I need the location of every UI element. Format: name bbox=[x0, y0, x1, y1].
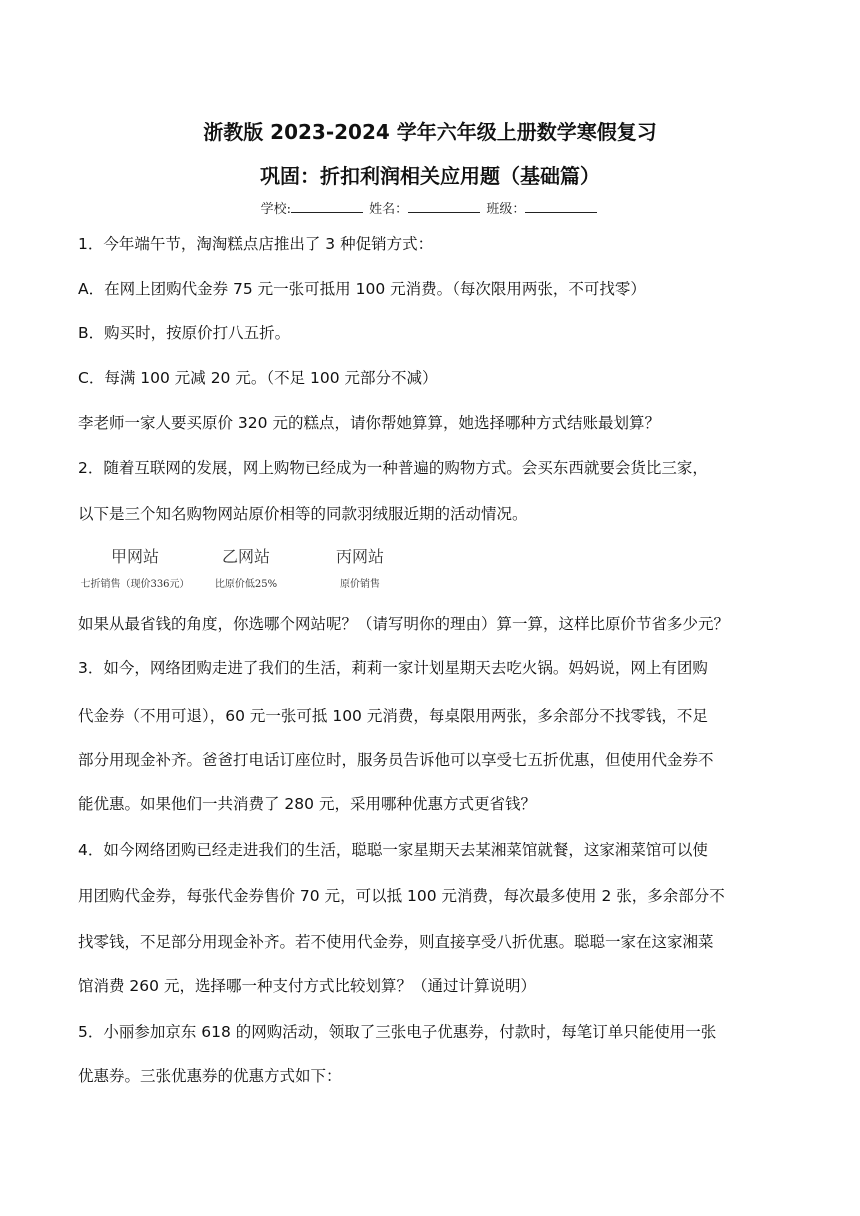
site-bing-name: 丙网站 bbox=[335, 547, 384, 566]
problem-2-line-2: 以下是三个知名购物网站原价相等的同款羽绒服近期的活动情况。 bbox=[78, 505, 528, 523]
problem-5-line-1: 5．小丽参加京东 618 的网购活动，领取了三张电子优惠券，付款时，每笔订单只能使用一张 bbox=[78, 1023, 717, 1041]
problem-3-line-3: 部分用现金补齐。爸爸打电话订座位时，服务员告诉他可以享受七五折优惠，但使用代金券不 bbox=[78, 751, 714, 769]
problem-3-line-1: 3．如今，网络团购走进了我们的生活，莉莉一家计划星期天去吃火锅。妈妈说，网上有团购 bbox=[78, 659, 708, 677]
site-bing-desc: 原价销售 bbox=[340, 579, 380, 590]
problem-1-intro: 1．今年端午节，淘淘糕点店推出了 3 种促销方式： bbox=[78, 235, 434, 253]
site-bing bbox=[320, 544, 400, 590]
problem-1-question: 李老师一家人要买原价 320 元的糕点，请你帮她算算，她选择哪种方式结账最划算？ bbox=[78, 414, 660, 432]
name-label: 姓名： bbox=[369, 202, 409, 217]
problem-3-line-4: 能优惠。如果他们一共消费了 280 元，采用哪种优惠方式更省钱？ bbox=[78, 795, 536, 813]
problem-4-line-3: 找零钱，不足部分用现金补齐。若不使用代金券，则直接享受八折优惠。聪聪一家在这家湘菜 bbox=[78, 933, 714, 951]
class-label: 班级： bbox=[486, 202, 526, 217]
school-label: 学校: bbox=[260, 202, 292, 217]
class-blank bbox=[525, 200, 597, 213]
student-info-row bbox=[0, 198, 860, 217]
problem-3-line-2: 代金券（不用可退），60 元一张可抵 100 元消费，每桌限用两张，多余部分不找零钱，不足 bbox=[78, 707, 708, 725]
site-jia bbox=[80, 544, 190, 590]
site-yi-name: 乙网站 bbox=[221, 547, 270, 566]
site-yi-desc: 比原价低25% bbox=[214, 579, 278, 590]
problem-1-option-c: C．每满 100 元减 20 元。（不足 100 元部分不减） bbox=[78, 369, 438, 387]
problem-2-line-1: 2．随着互联网的发展，网上购物已经成为一种普遍的购物方式。会买东西就要会货比三家， bbox=[78, 459, 708, 477]
site-jia-name: 甲网站 bbox=[110, 547, 159, 566]
document-title: 浙教版 2023-2024 学年六年级上册数学寒假复习 bbox=[203, 120, 657, 144]
problem-1-option-b: B．购买时，按原价打八五折。 bbox=[78, 324, 291, 342]
site-yi bbox=[206, 544, 286, 590]
problem-5-line-2: 优惠券。三张优惠券的优惠方式如下： bbox=[78, 1067, 342, 1085]
problem-4-line-4: 馆消费 260 元，选择哪一种支付方式比较划算？（通过计算说明） bbox=[78, 977, 536, 995]
site-jia-desc: 七折销售（现价336元） bbox=[80, 579, 190, 590]
school-blank bbox=[291, 200, 363, 213]
problem-4-line-1: 4．如今网络团购已经走进我们的生活，聪聪一家星期天去某湘菜馆就餐，这家湘菜馆可以使 bbox=[78, 841, 708, 859]
name-blank bbox=[408, 200, 480, 213]
problem-4-line-2: 用团购代金券，每张代金券售价 70 元，可以抵 100 元消费，每次最多使用 2 张，多余部分不 bbox=[78, 887, 725, 905]
document-subtitle: 巩固：折扣利润相关应用题（基础篇） bbox=[260, 164, 600, 188]
problem-1-option-a: A．在网上团购代金券 75 元一张可抵用 100 元消费。（每次限用两张，不可找零） bbox=[78, 280, 646, 298]
website-comparison bbox=[80, 544, 440, 592]
problem-2-question: 如果从最省钱的角度，你选哪个网站呢？（请写明你的理由）算一算，这样比原价节省多少元？ bbox=[78, 615, 730, 633]
